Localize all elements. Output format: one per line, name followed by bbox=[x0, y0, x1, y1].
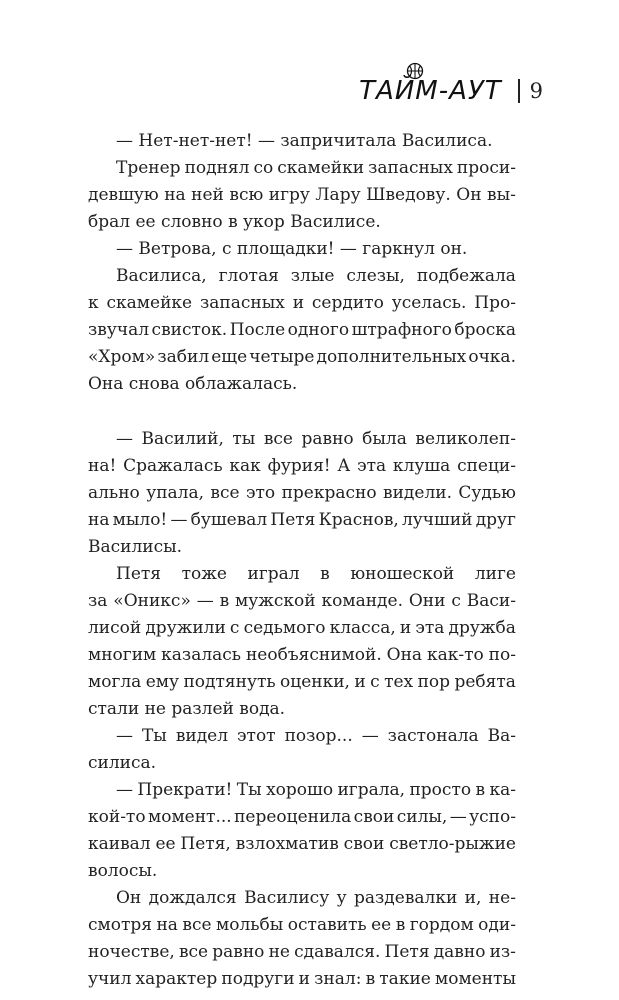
text-line: девшую на ней всю игру Лару Шведову. Он вы- bbox=[88, 185, 516, 205]
section-break bbox=[88, 398, 516, 426]
text-line: на! Сражалась как фурия! А эта клуша специ- bbox=[88, 456, 516, 476]
page-number: 9 bbox=[529, 79, 543, 103]
text-line: стали не разлей вода. bbox=[88, 699, 286, 719]
text-line: Он дождался Василису у раздевалки и, не- bbox=[116, 888, 516, 908]
text-line: могла ему подтянуть оценки, и с тех пор ребята bbox=[88, 672, 516, 692]
text-line: ально упала, все это прекрасно видели. Судью bbox=[88, 483, 516, 503]
text-line: «Хром» забил еще четыре дополнительных очка. bbox=[88, 347, 516, 367]
text-line: — Прекрати! Ты хорошо играла, просто в ка- bbox=[116, 780, 516, 800]
text-line: лисой дружили с седьмого класса, и эта дружба bbox=[88, 618, 516, 638]
running-title: ТАЙМ-АУТ bbox=[359, 76, 502, 106]
text-line: Тренер поднял со скамейки запасных проси- bbox=[116, 158, 516, 178]
text-line: учил характер подруги и знал: в такие моменты bbox=[88, 969, 516, 989]
text-line: брал ее словно в укор Василисе. bbox=[88, 212, 381, 232]
running-header bbox=[359, 76, 543, 106]
text-line: Василисы. bbox=[88, 537, 183, 557]
text-line: кой-то момент... переоценила свои силы, — успо- bbox=[88, 807, 516, 827]
running-title-wrap bbox=[359, 76, 501, 106]
text-line: — Василий, ты все равно была великолеп- bbox=[116, 429, 516, 449]
text-line: — Нет-нет-нет! — запричитала Василиса. bbox=[116, 131, 493, 151]
text-line: волосы. bbox=[88, 861, 158, 881]
text-line: каивал ее Петя, взлохматив свои светло-рыжие bbox=[88, 834, 516, 854]
text-line: на мыло! — бушевал Петя Краснов, лучший друг bbox=[88, 510, 516, 530]
text-line: Василиса, глотая злые слезы, подбежала bbox=[116, 266, 516, 286]
text-line: Она снова облажалась. bbox=[88, 374, 298, 394]
text-line: — Ты видел этот позор... — застонала Ва- bbox=[116, 726, 516, 746]
basketball-icon bbox=[406, 62, 424, 80]
text-line: за «Оникс» — в мужской команде. Они с Васи- bbox=[88, 591, 516, 611]
text-line: силиса. bbox=[88, 753, 157, 773]
body-text bbox=[88, 128, 516, 993]
text-line: звучал свисток. После одного штрафного броска bbox=[88, 320, 516, 340]
text-line: многим казалась необъяснимой. Она как-то по- bbox=[88, 645, 516, 665]
text-line: к скамейке запасных и сердито уселась. Про- bbox=[88, 293, 516, 313]
header-separator bbox=[518, 79, 520, 103]
text-line: — Ветрова, с площадки! — гаркнул он. bbox=[116, 239, 468, 259]
text-line: смотря на все мольбы оставить ее в гордом оди- bbox=[88, 915, 516, 935]
text-line: ночестве, все равно не сдавался. Петя давно из- bbox=[88, 942, 516, 962]
text-line: Петя тоже играл в юношеской лиге bbox=[116, 564, 516, 584]
